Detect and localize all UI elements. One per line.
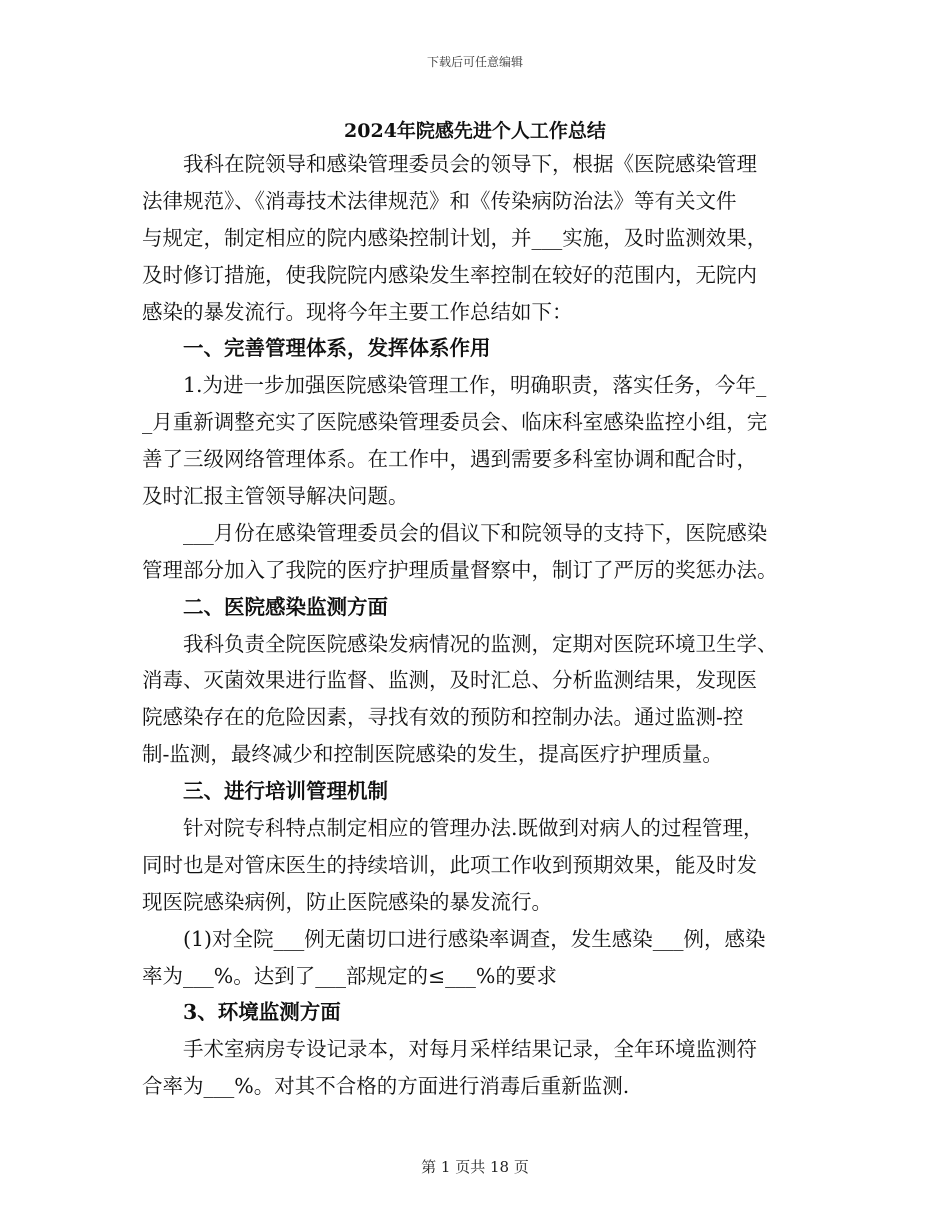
text-line: 同时也是对管床医生的持续培训，此项工作收到预期效果，能及时发 — [142, 852, 757, 877]
section-heading: 三、进行培训管理机制 — [183, 779, 388, 804]
text-line: 我科负责全院医院感染发病情况的监测，定期对医院环境卫生学、 — [183, 631, 778, 656]
document-title: 2024年院感先进个人工作总结 — [344, 120, 606, 142]
text-line: _月重新调整充实了医院感染管理委员会、临床科室感染监控小组，完 — [142, 410, 768, 435]
text-line: 及时汇报主管领导解决问题。 — [142, 484, 409, 509]
text-line: 及时修订措施，使我院院内感染发生率控制在较好的范围内，无院内 — [142, 262, 757, 287]
text-line: 手术室病房专设记录本，对每月采样结果记录，全年环境监测符 — [183, 1037, 757, 1062]
page-header: 下载后可任意编辑 — [426, 55, 523, 69]
text-line: 合率为___%。对其不合格的方面进行消毒后重新监测. — [142, 1074, 630, 1099]
text-line: 针对院专科特点制定相应的管理办法.既做到对病人的过程管理， — [183, 816, 764, 841]
text-line: 1.为进一步加强医院感染管理工作，明确职责，落实任务，今年_ — [183, 373, 767, 398]
section-heading: 二、医院感染监测方面 — [183, 594, 388, 619]
text-line: 率为___%。达到了___部规定的≤___%的要求 — [142, 963, 557, 988]
text-line: 善了三级网络管理体系。在工作中，遇到需要多科室协调和配合时， — [142, 447, 757, 472]
text-line: 我科在院领导和感染管理委员会的领导下，根据《医院感染管理 — [183, 152, 757, 176]
text-line: 法律规范》、《消毒技术法律规范》和《传染病防治法》等有关文件 — [142, 188, 737, 213]
text-line: 制-监测，最终减少和控制医院感染的发生，提高医疗护理质量。 — [142, 742, 723, 767]
text-line: 与规定，制定相应的院内感染控制计划，并___实施，及时监测效果， — [142, 225, 768, 250]
section-heading: 一、完善管理体系，发挥体系作用 — [183, 336, 491, 361]
text-line: (1)对全院___例无菌切口进行感染率调查，发生感染___例，感染 — [183, 926, 766, 951]
text-line: 感染的暴发流行。现将今年主要工作总结如下： — [142, 299, 573, 324]
page-footer: 第 1 页共 18 页 — [421, 1158, 529, 1176]
text-line: 现医院感染病例，防止医院感染的暴发流行。 — [142, 889, 552, 914]
section-heading: 3、环境监测方面 — [183, 1000, 341, 1025]
text-line: 消毒、灭菌效果进行监督、监测，及时汇总、分析监测结果，发现医 — [142, 668, 757, 693]
document-body — [142, 146, 812, 1105]
text-line: 管理部分加入了我院的医疗护理质量督察中，制订了严厉的奖惩办法。 — [142, 557, 778, 582]
text-line: 院感染存在的危险因素，寻找有效的预防和控制办法。通过监测-控 — [142, 705, 744, 730]
text-line: ___月份在感染管理委员会的倡议下和院领导的支持下，医院感染 — [183, 520, 768, 545]
